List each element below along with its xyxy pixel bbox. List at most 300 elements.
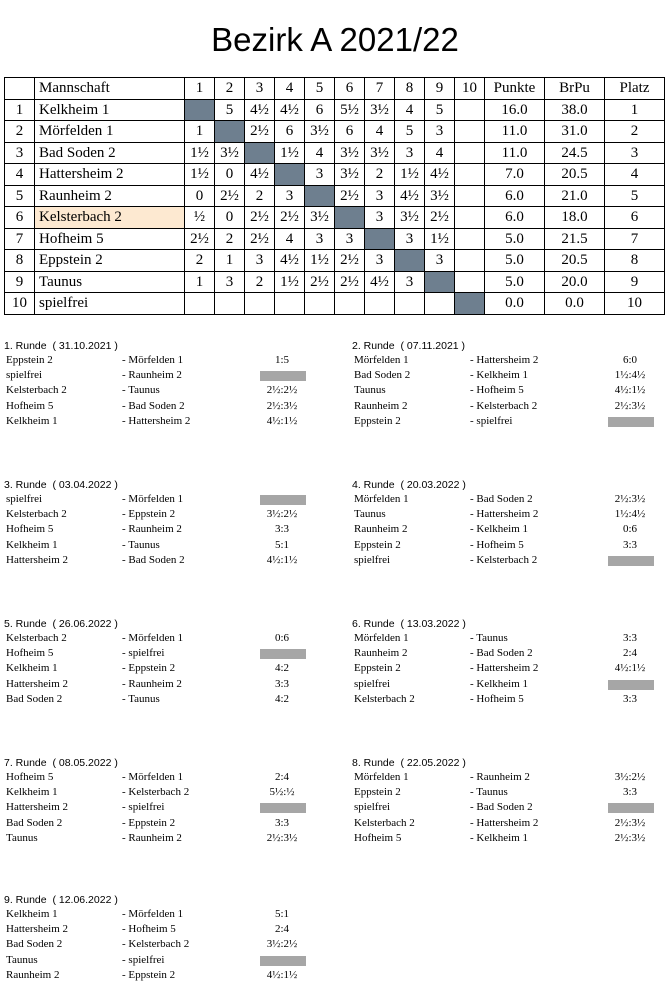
round-title: 4. Runde ( 20.03.2022 ) [352, 479, 466, 491]
result-cell: 3 [395, 271, 425, 293]
result-cell [305, 293, 335, 315]
place-cell: 3 [605, 142, 665, 164]
result-cell: 3½ [425, 185, 455, 207]
away-team: - Kelkheim 1 [470, 831, 529, 844]
table-row [5, 142, 665, 164]
result-cell [335, 293, 365, 315]
result-cell: 6 [335, 121, 365, 143]
away-team: - Kelkheim 1 [470, 523, 529, 536]
header-col-10: 10 [455, 78, 485, 100]
place-cell: 10 [605, 293, 665, 315]
round-title: 1. Runde ( 31.10.2021 ) [4, 340, 118, 352]
result-cell: 2 [185, 250, 215, 272]
team-name: Raunheim 2 [35, 185, 185, 207]
round-title: 6. Runde ( 13.03.2022 ) [352, 618, 466, 630]
result-cell: 3½ [335, 142, 365, 164]
result-cell: 4½ [275, 250, 305, 272]
brpu-cell: 21.0 [545, 185, 605, 207]
bye-bar [608, 680, 654, 690]
match-result: 3:3 [274, 677, 290, 690]
away-team: - Mörfelden 1 [122, 908, 184, 920]
match-result: 2½:3½ [266, 831, 298, 844]
away-team: - Hofheim 5 [470, 692, 524, 705]
place-cell: 7 [605, 228, 665, 250]
result-cell: 1½ [185, 142, 215, 164]
bye-bar [260, 803, 306, 813]
round-title: 5. Runde ( 26.06.2022 ) [4, 618, 118, 630]
match-result: 3:3 [274, 816, 290, 829]
match-result: 3:3 [622, 786, 638, 799]
result-cell: 3 [365, 207, 395, 229]
match-result: 4½:1½ [266, 968, 298, 981]
points-cell: 6.0 [485, 207, 545, 229]
home-team: spielfrei [6, 493, 43, 505]
match-result: 2:4 [622, 647, 638, 660]
match-result: 3:3 [274, 523, 290, 536]
result-cell: 5 [395, 121, 425, 143]
home-team: Raunheim 2 [354, 647, 408, 660]
match-row [352, 492, 670, 507]
match-row [4, 646, 324, 661]
away-team: - Taunus [122, 384, 160, 397]
diagonal-cell [275, 164, 305, 186]
home-team: Taunus [354, 384, 386, 397]
match-result: 3:3 [622, 538, 638, 551]
bye-bar [260, 956, 306, 966]
match-row [4, 538, 324, 553]
brpu-cell: 20.5 [545, 250, 605, 272]
result-cell: 4 [425, 142, 455, 164]
result-cell: 4 [395, 99, 425, 121]
match-result: 2:4 [274, 923, 290, 936]
result-cell: 2½ [305, 271, 335, 293]
round-block [4, 756, 324, 846]
place-cell: 4 [605, 164, 665, 186]
match-result: 2½:3½ [614, 831, 646, 844]
points-cell: 5.0 [485, 271, 545, 293]
match-row [4, 383, 324, 398]
result-cell: 5½ [335, 99, 365, 121]
round-block [4, 893, 324, 983]
result-cell [455, 271, 485, 293]
away-team: - Hofheim 5 [470, 384, 524, 397]
match-row [4, 692, 324, 707]
row-number: 4 [5, 164, 35, 186]
result-cell: 4½ [395, 185, 425, 207]
diagonal-cell [455, 293, 485, 315]
bye-bar [608, 417, 654, 427]
result-cell [275, 293, 305, 315]
away-team: - spielfrei [122, 801, 165, 814]
match-row [4, 937, 324, 952]
points-cell: 7.0 [485, 164, 545, 186]
away-team: - Bad Soden 2 [470, 801, 533, 814]
team-name: Eppstein 2 [35, 250, 185, 272]
result-cell [185, 293, 215, 315]
match-row [352, 414, 670, 429]
bye-bar [608, 556, 654, 566]
match-row [352, 368, 670, 383]
result-cell: 4½ [245, 99, 275, 121]
result-cell: 1 [185, 271, 215, 293]
match-row [352, 646, 670, 661]
result-cell: 2 [215, 228, 245, 250]
away-team: - Raunheim 2 [470, 771, 530, 783]
match-row [4, 631, 324, 646]
match-row [4, 677, 324, 692]
away-team: - Hofheim 5 [470, 538, 524, 551]
match-result: 2½:2½ [266, 384, 298, 397]
round-block [4, 478, 324, 568]
result-cell: 2½ [185, 228, 215, 250]
match-row [4, 831, 324, 846]
home-team: Taunus [354, 508, 386, 521]
result-cell: 2½ [335, 271, 365, 293]
result-cell [455, 99, 485, 121]
match-result: 0:6 [622, 523, 638, 536]
result-cell: 1½ [275, 142, 305, 164]
table-header-row [5, 78, 665, 100]
result-cell [455, 207, 485, 229]
brpu-cell: 24.5 [545, 142, 605, 164]
home-team: Mörfelden 1 [354, 632, 409, 644]
row-number: 2 [5, 121, 35, 143]
result-cell: 6 [305, 99, 335, 121]
round-title: 8. Runde ( 22.05.2022 ) [352, 757, 466, 769]
team-name: Kelsterbach 2 [35, 207, 185, 229]
result-cell: 1½ [425, 228, 455, 250]
match-result: 6:0 [622, 354, 638, 366]
round-title: 3. Runde ( 03.04.2022 ) [4, 479, 118, 491]
away-team: - Kelsterbach 2 [122, 786, 190, 799]
match-row [4, 907, 324, 922]
away-team: - Taunus [122, 538, 160, 551]
home-team: Hattersheim 2 [6, 923, 69, 936]
result-cell: 3½ [215, 142, 245, 164]
result-cell: 2½ [245, 228, 275, 250]
result-cell: 3 [395, 142, 425, 164]
home-team: Bad Soden 2 [6, 692, 63, 705]
team-name: Hattersheim 2 [35, 164, 185, 186]
result-cell [455, 121, 485, 143]
match-result: 2½:3½ [266, 399, 298, 412]
away-team: - Bad Soden 2 [122, 399, 185, 412]
match-row [4, 492, 324, 507]
row-number: 10 [5, 293, 35, 315]
points-cell: 11.0 [485, 142, 545, 164]
header-col-9: 9 [425, 78, 455, 100]
result-cell: 4 [275, 228, 305, 250]
result-cell: 0 [185, 185, 215, 207]
home-team: spielfrei [354, 553, 391, 566]
result-cell: 1½ [275, 271, 305, 293]
result-cell: 2 [365, 164, 395, 186]
result-cell: 2½ [335, 185, 365, 207]
header-place: Platz [605, 78, 665, 100]
match-row [352, 831, 670, 846]
result-cell: 2 [245, 271, 275, 293]
away-team: - Taunus [470, 632, 508, 644]
home-team: Kelsterbach 2 [6, 632, 67, 644]
brpu-cell: 18.0 [545, 207, 605, 229]
away-team: - Kelsterbach 2 [470, 399, 538, 412]
place-cell: 2 [605, 121, 665, 143]
match-result: 1½:4½ [614, 369, 646, 382]
result-cell: ½ [185, 207, 215, 229]
result-cell: 2½ [425, 207, 455, 229]
round-block [352, 756, 670, 846]
away-team: - Mörfelden 1 [122, 771, 184, 783]
home-team: Taunus [6, 831, 38, 844]
table-row [5, 185, 665, 207]
result-cell: 3 [365, 250, 395, 272]
match-row [4, 661, 324, 676]
result-cell: 5 [215, 99, 245, 121]
result-cell: 2 [245, 185, 275, 207]
away-team: - Raunheim 2 [122, 369, 182, 382]
result-cell: 0 [215, 164, 245, 186]
match-row [352, 661, 670, 676]
home-team: Kelsterbach 2 [354, 816, 415, 829]
result-cell: 4½ [365, 271, 395, 293]
table-row [5, 293, 665, 315]
match-row [352, 631, 670, 646]
team-name: Bad Soden 2 [35, 142, 185, 164]
points-cell: 0.0 [485, 293, 545, 315]
home-team: spielfrei [354, 677, 391, 690]
match-row [4, 800, 324, 815]
brpu-cell: 20.0 [545, 271, 605, 293]
away-team: - Raunheim 2 [122, 523, 182, 536]
home-team: Hattersheim 2 [6, 677, 69, 690]
match-row [352, 800, 670, 815]
place-cell: 6 [605, 207, 665, 229]
match-row [4, 507, 324, 522]
header-col-6: 6 [335, 78, 365, 100]
bye-bar [608, 803, 654, 813]
brpu-cell: 0.0 [545, 293, 605, 315]
away-team: - Bad Soden 2 [470, 493, 533, 505]
match-row [352, 353, 670, 368]
result-cell: 3½ [305, 121, 335, 143]
header-col-1: 1 [185, 78, 215, 100]
home-team: Kelsterbach 2 [354, 692, 415, 705]
result-cell: 3½ [395, 207, 425, 229]
home-team: Hofheim 5 [354, 831, 402, 844]
away-team: - Taunus [470, 786, 508, 799]
home-team: Bad Soden 2 [6, 938, 63, 951]
away-team: - Raunheim 2 [122, 831, 182, 844]
result-cell: 2½ [275, 207, 305, 229]
match-result: 1:5 [274, 354, 290, 366]
result-cell: 3 [425, 250, 455, 272]
result-cell: 2½ [245, 121, 275, 143]
away-team: - Bad Soden 2 [122, 553, 185, 566]
result-cell: 3½ [365, 142, 395, 164]
result-cell: 3½ [335, 164, 365, 186]
result-cell: 1½ [185, 164, 215, 186]
row-number: 6 [5, 207, 35, 229]
match-result: 4:2 [274, 692, 290, 705]
away-team: - Hattersheim 2 [470, 354, 539, 366]
home-team: Hofheim 5 [6, 523, 54, 536]
home-team: Mörfelden 1 [354, 771, 409, 783]
result-cell [425, 293, 455, 315]
match-row [4, 399, 324, 414]
brpu-cell: 21.5 [545, 228, 605, 250]
match-result: 4½:1½ [266, 553, 298, 566]
points-cell: 5.0 [485, 250, 545, 272]
standings-table [4, 77, 665, 315]
match-result: 5:1 [274, 538, 290, 551]
home-team: Raunheim 2 [354, 523, 408, 536]
result-cell: 3 [395, 228, 425, 250]
page-title: Bezirk A 2021/22 [211, 21, 459, 58]
match-row [352, 507, 670, 522]
home-team: Bad Soden 2 [354, 369, 411, 382]
points-cell: 11.0 [485, 121, 545, 143]
result-cell [455, 185, 485, 207]
result-cell [215, 293, 245, 315]
away-team: - Eppstein 2 [122, 662, 176, 675]
result-cell [455, 250, 485, 272]
match-result: 3:3 [622, 632, 638, 644]
away-team: - Eppstein 2 [122, 968, 176, 981]
home-team: Hattersheim 2 [6, 553, 69, 566]
result-cell: 4½ [245, 164, 275, 186]
away-team: - Hattersheim 2 [122, 414, 191, 427]
match-row [4, 770, 324, 785]
home-team: spielfrei [6, 369, 43, 382]
table-row [5, 99, 665, 121]
team-name: Hofheim 5 [35, 228, 185, 250]
team-name: spielfrei [35, 293, 185, 315]
result-cell: 1 [215, 250, 245, 272]
result-cell: 3 [305, 164, 335, 186]
away-team: - spielfrei [470, 414, 513, 427]
diagonal-cell [215, 121, 245, 143]
result-cell: 0 [215, 207, 245, 229]
match-result: 3½:2½ [614, 771, 646, 783]
match-result: 1½:4½ [614, 508, 646, 521]
result-cell: 3 [215, 271, 245, 293]
diagonal-cell [335, 207, 365, 229]
home-team: Kelsterbach 2 [6, 508, 67, 521]
away-team: - Mörfelden 1 [122, 354, 184, 366]
match-row [4, 368, 324, 383]
home-team: Kelkheim 1 [6, 786, 58, 799]
home-team: Eppstein 2 [354, 662, 401, 675]
home-team: Bad Soden 2 [6, 816, 63, 829]
home-team: Kelkheim 1 [6, 538, 58, 551]
home-team: Eppstein 2 [6, 354, 53, 366]
result-cell: 3 [425, 121, 455, 143]
diagonal-cell [305, 185, 335, 207]
match-row [352, 383, 670, 398]
result-cell [395, 293, 425, 315]
team-name: Kelkheim 1 [35, 99, 185, 121]
round-title: 7. Runde ( 08.05.2022 ) [4, 757, 118, 769]
home-team: Eppstein 2 [354, 414, 401, 427]
round-block [352, 478, 670, 568]
result-cell: 2½ [335, 250, 365, 272]
away-team: - Eppstein 2 [122, 508, 176, 521]
round-block [352, 617, 670, 707]
home-team: Eppstein 2 [354, 538, 401, 551]
row-number: 3 [5, 142, 35, 164]
match-row [352, 770, 670, 785]
points-cell: 16.0 [485, 99, 545, 121]
home-team: Kelkheim 1 [6, 414, 58, 427]
bye-bar [260, 371, 306, 381]
table-row [5, 207, 665, 229]
match-result: 3:3 [622, 692, 638, 705]
result-cell: 3½ [305, 207, 335, 229]
away-team: - Hofheim 5 [122, 923, 176, 936]
header-col-3: 3 [245, 78, 275, 100]
result-cell [455, 228, 485, 250]
match-row [352, 816, 670, 831]
match-row [352, 677, 670, 692]
result-cell: 1 [185, 121, 215, 143]
away-team: - Eppstein 2 [122, 816, 176, 829]
team-name: Taunus [35, 271, 185, 293]
result-cell: 3 [365, 185, 395, 207]
brpu-cell: 38.0 [545, 99, 605, 121]
home-team: Hofheim 5 [6, 647, 54, 660]
diagonal-cell [425, 271, 455, 293]
result-cell: 4 [305, 142, 335, 164]
match-row [352, 538, 670, 553]
diagonal-cell [365, 228, 395, 250]
match-row [352, 553, 670, 568]
match-row [4, 785, 324, 800]
match-result: 5:1 [274, 908, 290, 920]
away-team: - Bad Soden 2 [470, 647, 533, 660]
home-team: Kelsterbach 2 [6, 384, 67, 397]
place-cell: 5 [605, 185, 665, 207]
team-name: Mörfelden 1 [35, 121, 185, 143]
match-row [4, 953, 324, 968]
home-team: Raunheim 2 [354, 399, 408, 412]
match-result: 4½:1½ [614, 384, 646, 397]
match-result: 2½:3½ [614, 399, 646, 412]
match-row [4, 968, 324, 983]
brpu-cell: 20.5 [545, 164, 605, 186]
table-row [5, 271, 665, 293]
diagonal-cell [185, 99, 215, 121]
away-team: - Hattersheim 2 [470, 662, 539, 675]
match-result: 2:4 [274, 771, 290, 783]
round-title: 9. Runde ( 12.06.2022 ) [4, 894, 118, 906]
away-team: - spielfrei [122, 647, 165, 660]
match-row [352, 785, 670, 800]
diagonal-cell [395, 250, 425, 272]
result-cell: 4½ [275, 99, 305, 121]
away-team: - Raunheim 2 [122, 677, 182, 690]
round-block [4, 617, 324, 707]
header-team: Mannschaft [35, 78, 185, 100]
result-cell: 4 [365, 121, 395, 143]
row-number: 8 [5, 250, 35, 272]
home-team: Hofheim 5 [6, 399, 54, 412]
home-team: Kelkheim 1 [6, 908, 58, 920]
home-team: Mörfelden 1 [354, 493, 409, 505]
match-result: 3½:2½ [266, 938, 298, 951]
result-cell: 6 [275, 121, 305, 143]
home-team: spielfrei [354, 801, 391, 814]
away-team: - Hattersheim 2 [470, 508, 539, 521]
